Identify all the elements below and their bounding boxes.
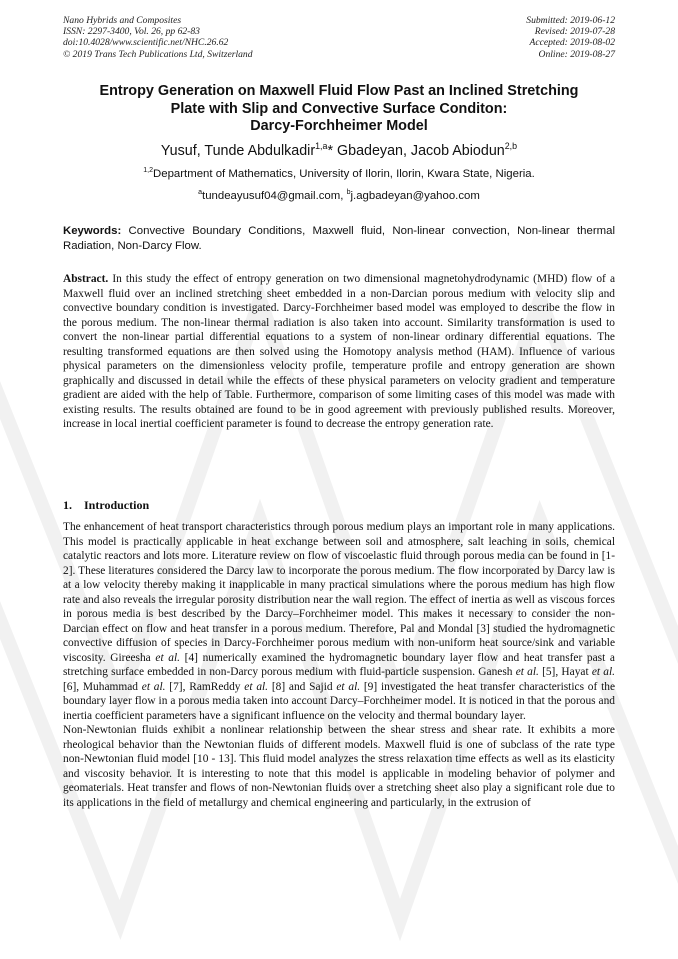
keywords-label: Keywords: <box>63 225 122 237</box>
citation-etal: et al. <box>336 680 361 693</box>
section-title: Introduction <box>84 498 150 512</box>
keywords-text: Convective Boundary Conditions, Maxwell fluid, Non-linear convection, Non-linear thermal Radiation, Non-Darcy Flow. <box>63 225 615 252</box>
date-submitted: Submitted: 2019-06-12 <box>526 15 615 26</box>
intro-paragraph-1 <box>63 520 615 723</box>
intro-p1-part-g: [9] investigated the heat transfer characteristics of the boundary layer flow in a porous media taken into account Darcy–Forchheimer model. It is noticed in that the porous and inertia coefficient parameters have a significant influence on the velocity and thermal boundary layer. <box>63 680 615 722</box>
intro-p1-part-f: [8] and Sajid <box>268 680 337 693</box>
introduction-body <box>63 520 615 810</box>
citation-etal: et al. <box>155 651 180 664</box>
publication-dates <box>526 15 615 60</box>
author-list <box>63 143 615 159</box>
journal-copyright: © 2019 Trans Tech Publications Ltd, Switzerland <box>63 48 253 60</box>
section-number: 1. <box>63 498 72 512</box>
affiliation-text: Department of Mathematics, University of Ilorin, Ilorin, Kwara State, Nigeria. <box>153 168 535 180</box>
email-a-link[interactable]: tundeayusuf04@gmail.com, <box>202 190 344 202</box>
journal-info <box>63 15 253 60</box>
intro-p1-part-e: [7], RamReddy <box>165 680 245 693</box>
date-online: Online: 2019-08-27 <box>538 48 615 60</box>
citation-etal: et al. <box>591 666 615 678</box>
date-accepted: Accepted: 2019-08-02 <box>529 37 615 49</box>
intro-p1-part-d: [6], Muhammad <box>63 680 142 693</box>
title-line-1: Entropy Generation on Maxwell Fluid Flow Past an Inclined Stretching <box>99 83 579 99</box>
email-a-marker: a <box>198 189 203 197</box>
citation-etal: et al. <box>515 666 539 678</box>
abstract-text: In this study the effect of entropy generation on two dimensional magnetohydrodynamic (MHD) flow of a Maxwell fluid over an inclined stretching sheet embedded in a non-Darcian porous medium with velocity slip and convective boundary condition is investigated. Darcy-Forchheimer based model was employed to describe the flow in the porous medium. The non-linear thermal radiation is also taken into account. Similarity transformation is used to convert the non-linear partial differential equations to a system of non-linear ordinary differential equations. The resulting transformed equations are then solved using the Homotopy analysis method (HAM). Influence of various physical parameters on the dimensionless velocity profile, temperature profile and entropy generation are shown graphically and discussed in detail while the effects of these physical parameters on velocity gradient and temperature gradient are aided with the help of Table. Furthermore, comparison of some limiting cases of this model was made with existing results. The results obtained are found to be in good agreement with previously published results. Moreover, increase in local inertial coefficient parameter is found to decrease the entropy generation rate. <box>63 273 615 430</box>
affiliation-marker: 1,2 <box>143 167 154 175</box>
section-heading <box>63 498 149 513</box>
affiliation <box>63 168 615 180</box>
journal-name: Nano Hybrids and Composites <box>63 15 182 26</box>
author-1-affiliation: 1,a <box>315 141 328 152</box>
title-line-3: Darcy-Forchheimer Model <box>250 118 428 134</box>
citation-etal: et al. <box>244 680 269 693</box>
email-b-link[interactable]: j.agbadeyan@yahoo.com <box>350 190 480 202</box>
paper-title <box>63 83 615 136</box>
corresponding-author-mark: * <box>327 143 337 159</box>
journal-issn: ISSN: 2297-3400, Vol. 26, pp 62-83 <box>63 26 200 38</box>
date-revised: Revised: 2019-07-28 <box>534 26 615 38</box>
abstract-label: Abstract. <box>63 273 109 285</box>
author-emails <box>63 190 615 202</box>
author-2-affiliation: 2,b <box>504 141 518 152</box>
intro-p1-part-b: [4] numerically examined the hydromagnetic boundary layer flow and heat transfer past a stretching surface embedded in non-Darcy porous medium with fluid-particle suspension. Ganesh <box>63 651 615 678</box>
intro-paragraph-2: Non-Newtonian fluids exhibit a nonlinear relationship between the shear stress and shear rate. It exhibits a more rheological behavior than the Newtonian fluids of different models. Maxwell fluid is one of subclass of the rate type non-Newtonian fluid model [10 - 13]. This fluid model analyzes the stress relaxation time effects as well as its elasticity and viscosity behavior. It is interesting to note that this model is applicable in modeling behavior of polymer and geomaterials. Heat transfer and flows of non-Newtonian fluids over a stretching sheet also play a significant role due to its applications in the field of metallurgy and chemical engineering and particularly, in the extrusion of <box>63 724 615 809</box>
intro-p1-part-a: The enhancement of heat transport characteristics through porous medium plays an important role in many applications. This model is practically applicable in heat exchange between soil and atmosphere, salt leaching in soils, chemical catalytic reactors and lots more. Literature review on flow of viscoelastic fluid through porous media can be found in [1-2]. These literatures considered the Darcy law to incorporate the porous medium. The flow incorporated by Darcy law is at a low velocity thereby making it inapplicable in many practical simulations where the porous medium has high flow rate and also reveals the irregular porosity distribution near the wall region. The effect of inertia as well as viscous forces in porous media is best described by the Darcy–Forchheimer model. This makes it necessary to consider the non-Darcian effect on flow and heat transfer in a porous medium. Therefore, Pal and Mondal [3] studied the hydromagnetic convective diffusion of species in Darcy-Forchheimer porous medium with non-uniform heat source/sink and variable viscosity. Gireesha <box>63 521 615 664</box>
journal-doi: doi:10.4028/www.scientific.net/NHC.26.62 <box>63 37 229 49</box>
author-2-name: Gbadeyan, Jacob Abiodun <box>337 143 505 159</box>
intro-p1-part-c: [5], Hayat <box>538 666 592 678</box>
abstract-block <box>63 272 615 432</box>
citation-etal: et al. <box>141 680 166 693</box>
keywords-block <box>63 224 615 253</box>
title-line-2: Plate with Slip and Convective Surface Conditon: <box>170 100 508 117</box>
email-b-marker: b <box>346 189 351 197</box>
author-1-name: Yusuf, Tunde Abdulkadir <box>160 143 316 159</box>
